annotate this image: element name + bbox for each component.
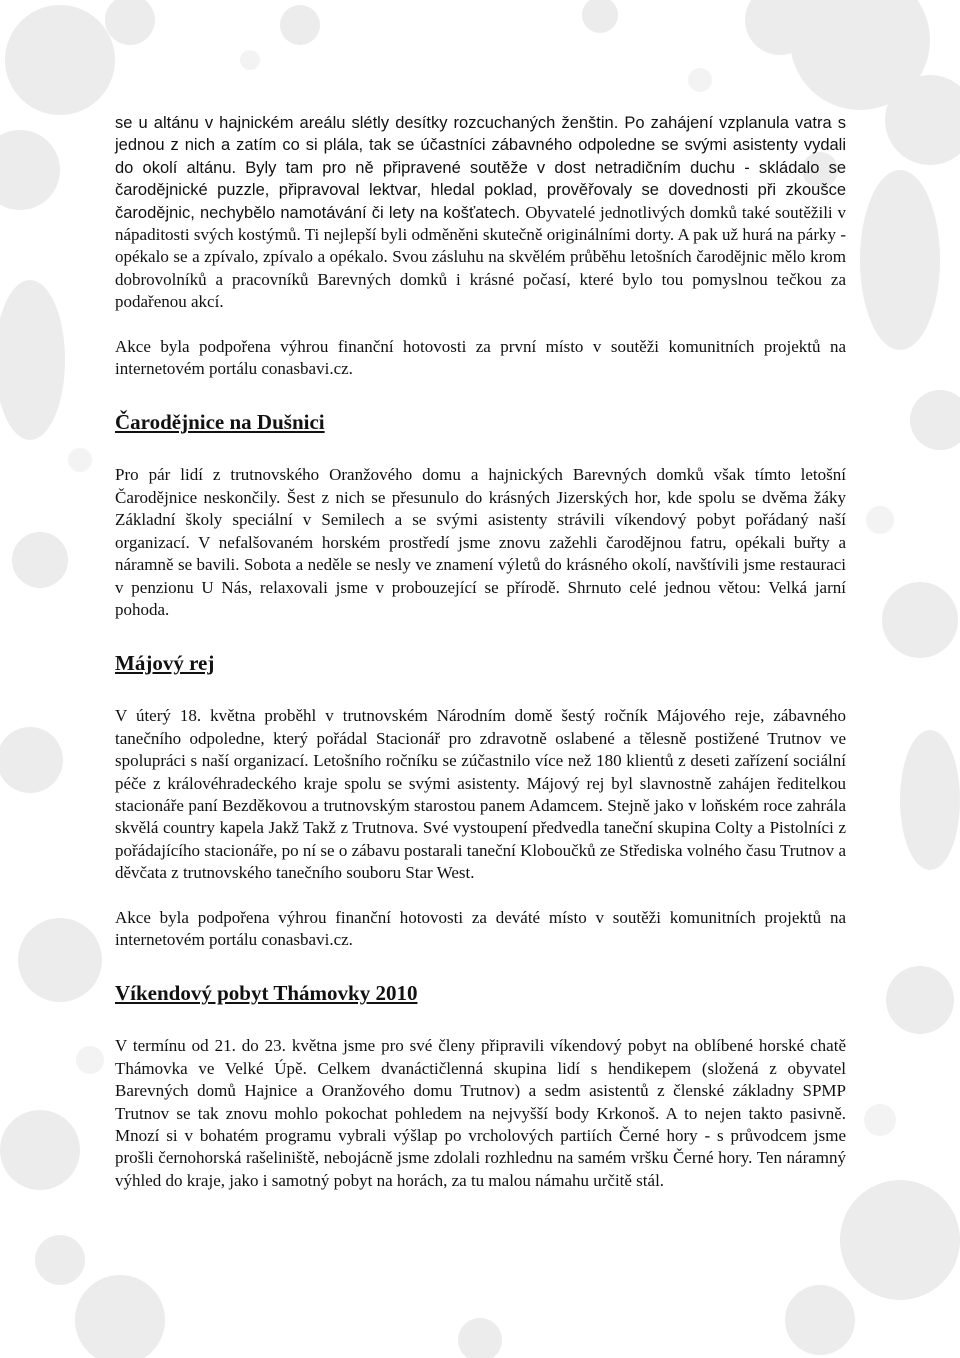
intro-text-serif: Obyvatelé jednotlivých domků také soutěžili v nápaditosti svých kostýmů. Ti nejlepší byli odměněni skutečně originálními dorty. A pak už hurá na párky - opékalo se a zpívalo, zpívalo a opékalo. Svou zásluhu na skvělém průběhu letošních čarodějnic mělo krom dobrovolníků a pracovníků Barevných domků i krásné počasí, které bylo tou pomyslnou tečkou za podařenou akcí. — [115, 202, 846, 312]
document-page — [115, 112, 846, 1192]
carodejnice-paragraph: Pro pár lidí z trutnovského Oranžového domu a hajnických Barevných domků však tímto letošní Čarodějnice neskončily. Šest z nich se přesunulo do krásných Jizerských hor, kde spolu se dvěma žáky Základní školy speciální v Semilech a se svými asistenty strávili víkendový pobyt pořádaný naší organizací. V nefalšovaném horském prostředí jsme znovu zažehli čarodějnou fatru, opékali buřty a náramně se bavili. Sobota a neděle se nesly ve znamení výletů do krásného okolí, navštívili jsme restauraci v penzionu U Nás, relaxovali jsme v probouzející se přírodě. Shrnuto celé jednou větou: Velká jarní pohoda. — [115, 465, 846, 619]
thamovka-paragraph: V termínu od 21. do 23. května jsme pro své členy připravili víkendový pobyt na oblíbené horské chatě Thámovka ve Velké Úpě. Celkem dvanáctičlenná skupina lidí s hendikepem (složená z obyvatel Barevných domů Hajnice a Oranžového domu Trutnov) a sedm asistentů z členské základny SPMP Trutnov se tak znovu mohlo pokochat pohledem na nejvyšší body Krkonoš. A to nejen takto pasivně. Mnozí si v bohatém programu vybrali výšlap po vrcholových partiích Černé hory - s průvodcem jsme prošli černohorská rašeliniště, nebojácně jsme zdolali rozhlednu na samém vršku Černé hory. Ten náramný výhled do kraje, jako i samotný pobyt na horách, za tu malou námahu určitě stál. — [115, 1036, 846, 1190]
support-paragraph-1: Akce byla podpořena výhrou finanční hotovosti za první místo v soutěži komunitních projektů na internetovém portálu conasbavi.cz. — [115, 336, 846, 379]
intro-text-sans: se u altánu v hajnickém areálu slétly desítky rozcuchaných ženštin. Po zahájení vzplanula vatra s jednou z nich a zatím co si plála, tak se účastníci zábavného odpoledne se svými asistenty vydali do okolí altánu. Byly tam pro ně připravené soutěže v dost netradičním duchu - skládalo se čarodějnické puzzle, připravoval lektvar, hledal poklad, prověřovaly se dovednosti při zkoušce čarodějnic, nechybělo namotávání či lety na košťatech. — [115, 114, 846, 222]
support-paragraph-2: Akce byla podpořena výhrou finanční hotovosti za deváté místo v soutěži komunitních projektů na internetovém portálu conasbavi.cz. — [115, 907, 846, 949]
heading-thamovka: Víkendový pobyt Thámovky 2010 — [115, 981, 418, 1006]
intro-paragraph — [115, 112, 846, 314]
majovy-rej-paragraph: V úterý 18. května proběhl v trutnovském Národním domě šestý ročník Májového reje, zábavného tanečního odpoledne, který pořádal Stacionář pro zdravotně oslabené a tělesně postižené Trutnov ve spolupráci s naší organizací. Letošního ročníku se zúčastnilo více než 180 klientů z deseti zařízení sociální péče z královéhradeckého kraje spolu se svými asistenty. Májový rej byl slavnostně zahájen ředitelkou stacionáře paní Bezděkovou a trutnovským starostou panem Adamcem. Stejně jako v loňském roce zahrála skvělá country kapela Jakž Takž z Trutnova. Své vystoupení předvedla taneční skupina Colty a Pistolníci z pořádajícího stacionáře, po ní se o zábavu postarali taneční Kloboučků ze Střediska volného času Trutnov a děvčata z trutnovského tanečního souboru Star West. — [115, 706, 846, 883]
heading-carodejnice: Čarodějnice na Dušnici — [115, 410, 325, 435]
heading-majovy-rej: Májový rej — [115, 651, 215, 676]
